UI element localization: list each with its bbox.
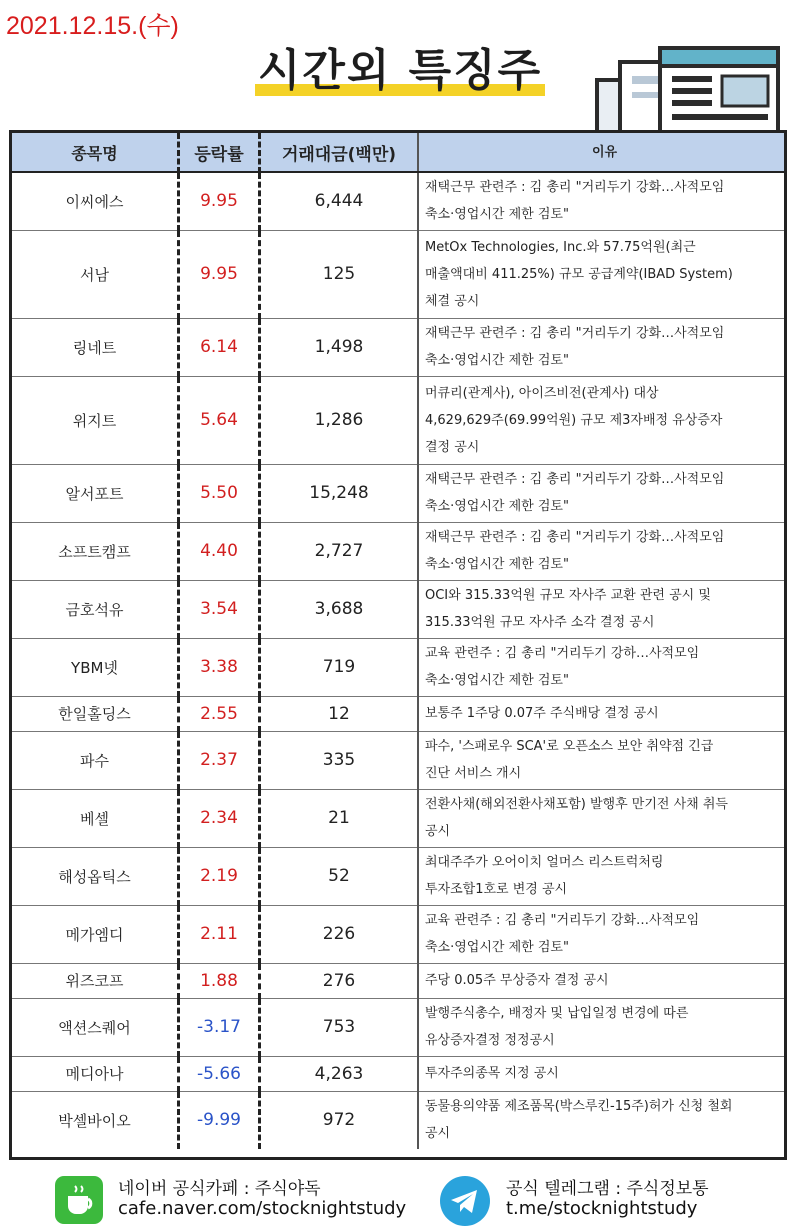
reason-cell <box>418 696 784 731</box>
reason-line: 투자조합1호로 변경 공시 <box>425 882 568 897</box>
reason-cell <box>418 998 784 1056</box>
reason-line: 전환사채(해외전환사채포함) 발행후 만기전 사채 취득 <box>425 797 728 812</box>
table-row <box>12 847 784 905</box>
trade-amount: 3,688 <box>260 580 419 638</box>
change-rate: 2.37 <box>179 731 260 789</box>
trade-amount: 52 <box>260 847 419 905</box>
reason-line: 축소·영업시간 제한 검토" <box>425 557 569 572</box>
change-rate: 3.38 <box>179 638 260 696</box>
header-rate: 등락률 <box>179 133 260 172</box>
trade-amount: 226 <box>260 905 419 963</box>
reason-line: 결정 공시 <box>425 439 480 455</box>
table-row <box>12 1056 784 1091</box>
cafe-link[interactable]: cafe.naver.com/stocknightstudy <box>118 1198 407 1219</box>
trade-amount: 12 <box>260 696 419 731</box>
trade-amount: 1,498 <box>260 318 419 376</box>
stock-name: 이씨에스 <box>12 172 179 230</box>
naver-cafe-icon[interactable] <box>55 1176 103 1224</box>
reason-line: 교육 관련주 : 김 총리 "거리두기 강하…사적모임 <box>425 646 700 661</box>
cafe-label: 네이버 공식카페 : 주식야독 <box>118 1179 321 1199</box>
stock-name: YBM넷 <box>12 638 179 696</box>
telegram-icon[interactable] <box>440 1176 490 1226</box>
stock-table <box>12 133 784 1149</box>
stock-name: 베셀 <box>12 789 179 847</box>
stock-name: 위지트 <box>12 376 179 464</box>
reason-line: MetOx Technologies, Inc.와 57.75억원(최근 <box>425 239 696 255</box>
change-rate: 2.55 <box>179 696 260 731</box>
reason-line: 재택근무 관련주 : 김 총리 "거리두기 강화…사적모임 <box>425 472 725 487</box>
stock-name: 링네트 <box>12 318 179 376</box>
newspaper-icon <box>592 40 782 136</box>
stock-name: 파수 <box>12 731 179 789</box>
change-rate: 5.50 <box>179 464 260 522</box>
change-rate: -9.99 <box>179 1091 260 1149</box>
trade-amount: 21 <box>260 789 419 847</box>
report-date: 2021.12.15.(수) <box>6 12 179 40</box>
change-rate: 9.95 <box>179 230 260 318</box>
reason-line: 유상증자결정 정정공시 <box>425 1033 555 1048</box>
reason-line: 공시 <box>425 1126 451 1142</box>
stock-name: 메디아나 <box>12 1056 179 1091</box>
stock-name: 한일홀딩스 <box>12 696 179 731</box>
reason-cell <box>418 963 784 998</box>
trade-amount: 125 <box>260 230 419 318</box>
trade-amount: 972 <box>260 1091 419 1149</box>
reason-line: 재택근무 관련주 : 김 총리 "거리두기 강화…사적모임 <box>425 180 725 196</box>
table-row <box>12 230 784 318</box>
table-row <box>12 580 784 638</box>
reason-cell <box>418 905 784 963</box>
table-row <box>12 998 784 1056</box>
table-row <box>12 963 784 998</box>
trade-amount: 753 <box>260 998 419 1056</box>
reason-cell <box>418 847 784 905</box>
reason-line: 315.33억원 규모 자사주 소각 결정 공시 <box>425 615 655 630</box>
stock-name: 해성옵틱스 <box>12 847 179 905</box>
trade-amount: 6,444 <box>260 172 419 230</box>
reason-cell <box>418 522 784 580</box>
page-title: 시간외 특징주 <box>257 45 543 96</box>
reason-line: 공시 <box>425 824 451 839</box>
reason-cell <box>418 1091 784 1149</box>
header-name: 종목명 <box>12 133 179 172</box>
telegram-label: 공식 텔레그램 : 주식정보통 <box>506 1179 709 1199</box>
reason-line: 교육 관련주 : 김 총리 "거리두기 강화…사적모임 <box>425 913 700 928</box>
stock-name: 액션스퀘어 <box>12 998 179 1056</box>
change-rate: 6.14 <box>179 318 260 376</box>
telegram-link[interactable]: t.me/stocknightstudy <box>506 1198 698 1219</box>
table-row <box>12 789 784 847</box>
reason-line: 축소·영업시간 제한 검토" <box>425 673 569 688</box>
reason-cell <box>418 172 784 230</box>
table-row <box>12 638 784 696</box>
trade-amount: 276 <box>260 963 419 998</box>
change-rate: -3.17 <box>179 998 260 1056</box>
reason-line: 4,629,629주(69.99억원) 규모 제3자배정 유상증자 <box>425 412 723 428</box>
reason-line: 축소·영업시간 제한 검토" <box>425 940 569 955</box>
reason-cell <box>418 638 784 696</box>
trade-amount: 4,263 <box>260 1056 419 1091</box>
footer <box>0 1166 800 1232</box>
change-rate: 2.19 <box>179 847 260 905</box>
reason-line: 재택근무 관련주 : 김 총리 "거리두기 강화…사적모임 <box>425 530 725 545</box>
header-amount: 거래대금(백만) <box>260 133 419 172</box>
reason-cell <box>418 318 784 376</box>
reason-cell <box>418 230 784 318</box>
stock-name: 메가엠디 <box>12 905 179 963</box>
change-rate: 4.40 <box>179 522 260 580</box>
table-row <box>12 522 784 580</box>
stock-name: 서남 <box>12 230 179 318</box>
reason-cell <box>418 580 784 638</box>
reason-line: 축소·영업시간 제한 검토" <box>425 207 569 223</box>
reason-line: 축소·영업시간 제한 검토" <box>425 353 569 368</box>
reason-line: 축소·영업시간 제한 검토" <box>425 499 569 514</box>
reason-line: 진단 서비스 개시 <box>425 766 522 781</box>
reason-line: 투자주의종목 지정 공시 <box>425 1066 559 1081</box>
reason-cell <box>418 1056 784 1091</box>
table-row <box>12 464 784 522</box>
trade-amount: 1,286 <box>260 376 419 464</box>
stock-table-frame <box>9 130 787 1160</box>
trade-amount: 2,727 <box>260 522 419 580</box>
header-reason: 이유 <box>418 133 784 172</box>
reason-line: 주당 0.05주 무상증자 결정 공시 <box>425 973 609 988</box>
trade-amount: 335 <box>260 731 419 789</box>
change-rate: -5.66 <box>179 1056 260 1091</box>
reason-cell <box>418 789 784 847</box>
change-rate: 2.34 <box>179 789 260 847</box>
change-rate: 5.64 <box>179 376 260 464</box>
stock-name: 알서포트 <box>12 464 179 522</box>
change-rate: 2.11 <box>179 905 260 963</box>
table-row <box>12 318 784 376</box>
reason-cell <box>418 731 784 789</box>
stock-name: 위즈코프 <box>12 963 179 998</box>
reason-line: OCI와 315.33억원 규모 자사주 교환 관련 공시 및 <box>425 588 711 603</box>
stock-name: 소프트캠프 <box>12 522 179 580</box>
trade-amount: 15,248 <box>260 464 419 522</box>
reason-line: 매출액대비 411.25%) 규모 공급계약(IBAD System) <box>425 266 733 282</box>
trade-amount: 719 <box>260 638 419 696</box>
change-rate: 1.88 <box>179 963 260 998</box>
reason-line: 동물용의약품 제조품목(박스루킨-15주)허가 신청 철회 <box>425 1099 733 1115</box>
reason-line: 발행주식총수, 배정자 및 납입일정 변경에 따른 <box>425 1006 689 1021</box>
stock-name: 금호석유 <box>12 580 179 638</box>
reason-line: 파수, '스패로우 SCA'로 오픈소스 보안 취약점 긴급 <box>425 739 714 754</box>
table-row <box>12 376 784 464</box>
reason-cell <box>418 376 784 464</box>
table-row <box>12 1091 784 1149</box>
table-header-row <box>12 133 784 172</box>
reason-line: 보통주 1주당 0.07주 주식배당 결정 공시 <box>425 706 659 721</box>
reason-line: 체결 공시 <box>425 293 480 309</box>
reason-line: 머큐리(관계사), 아이즈비전(관계사) 대상 <box>425 385 659 401</box>
table-row <box>12 731 784 789</box>
table-row <box>12 696 784 731</box>
stock-name: 박셀바이오 <box>12 1091 179 1149</box>
reason-cell <box>418 464 784 522</box>
change-rate: 3.54 <box>179 580 260 638</box>
reason-line: 최대주주가 오어이치 얼머스 리스트럭처링 <box>425 855 664 870</box>
table-row <box>12 172 784 230</box>
change-rate: 9.95 <box>179 172 260 230</box>
reason-line: 재택근무 관련주 : 김 총리 "거리두기 강화…사적모임 <box>425 326 725 341</box>
table-row <box>12 905 784 963</box>
